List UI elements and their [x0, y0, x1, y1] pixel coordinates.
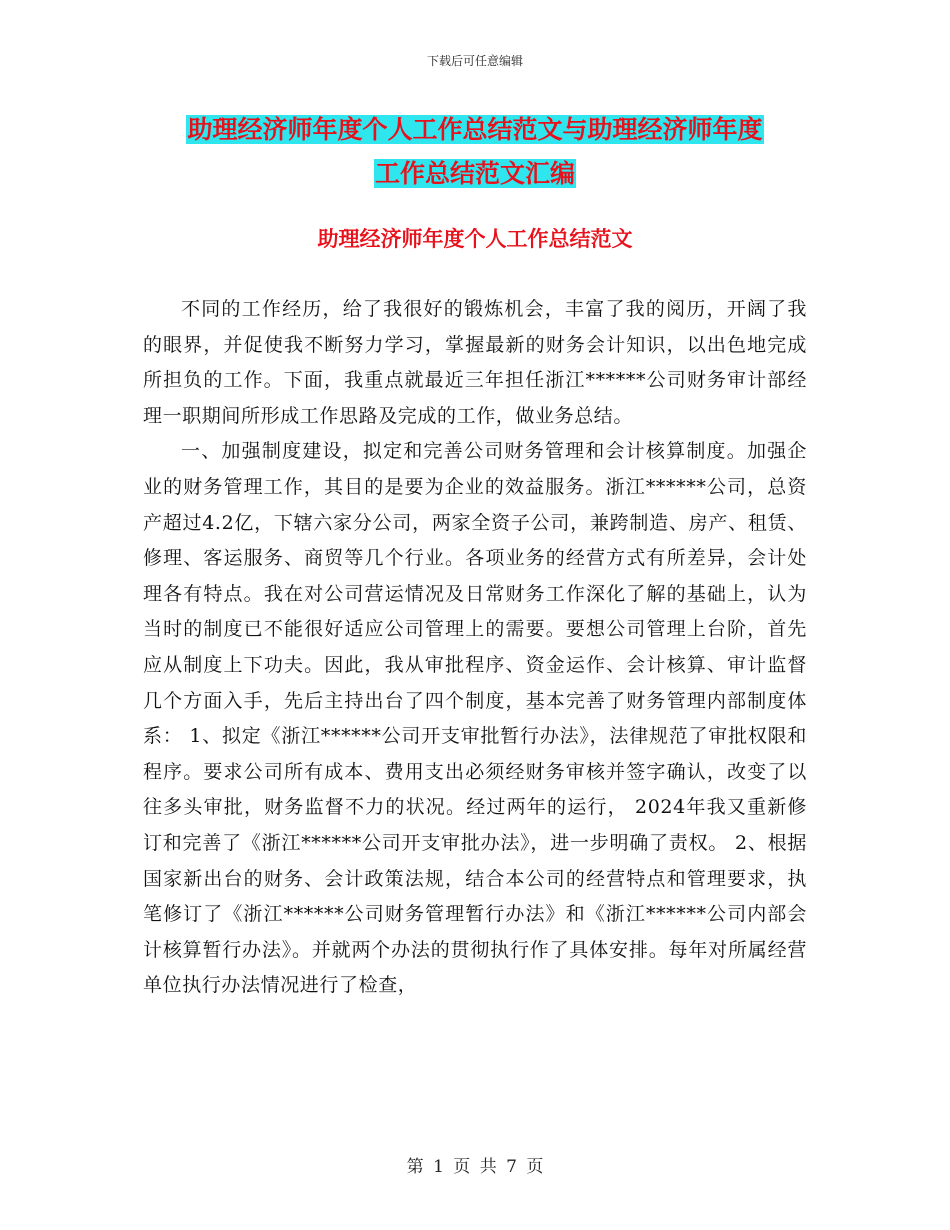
body-paragraph-1: 不同的工作经历，给了我很好的锻炼机会，丰富了我的阅历，开阔了我的眼界，并促使我不断努力学习，掌握最新的财务会计知识，以出色地完成所担负的工作。下面，我重点就最近三年担任浙江******公司财务审计部经理一职期间所形成工作思路及完成的工作，做业务总结。	[143, 298, 807, 427]
page-footer: 第 1 页 共 7 页	[406, 1157, 544, 1177]
page-header-note: 下载后可任意编辑	[426, 54, 523, 68]
document-title-line-1: 助理经济师年度个人工作总结范文与助理经济师年度	[187, 115, 763, 144]
document-body	[143, 292, 807, 1004]
section-title: 助理经济师年度个人工作总结范文	[317, 226, 633, 251]
document-title-line-2: 工作总结范文汇编	[374, 159, 575, 188]
body-paragraph-2: 一、加强制度建设，拟定和完善公司财务管理和会计核算制度。加强企业的财务管理工作，其目的是要为企业的效益服务。浙江******公司，总资产超过4.2亿，下辖六家分公司，两家全资子公司，兼跨制造、房产、租赁、修理、客运服务、商贸等几个行业。各项业务的经营方式有所差异，会计处理各有特点。我在对公司营运情况及日常财务工作深化了解的基础上，认为当时的制度已不能很好适应公司管理上的需要。要想公司管理上台阶，首先应从制度上下功夫。因此，我从审批程序、资金运作、会计核算、审计监督几个方面入手，先后主持出台了四个制度，基本完善了财务管理内部制度体系： 1、拟定《浙江******公司开支审批暂行办法》，法律规范了审批权限和程序。要求公司所有成本、费用支出必须经财务审核并签字确认，改变了以往多头审批，财务监督不力的状况。经过两年的运行， 2024年我又重新修订和完善了《浙江******公司开支审批办法》，进一步明确了责权。 2、根据国家新出台的财务、会计政策法规，结合本公司的经营特点和管理要求，执笔修订了《浙江******公司财务管理暂行办法》和《浙江******公司内部会计核算暂行办法》。并就两个办法的贯彻执行作了具体安排。每年对所属经营单位执行办法情况进行了检查，	[143, 440, 807, 997]
document-title	[0, 108, 950, 196]
